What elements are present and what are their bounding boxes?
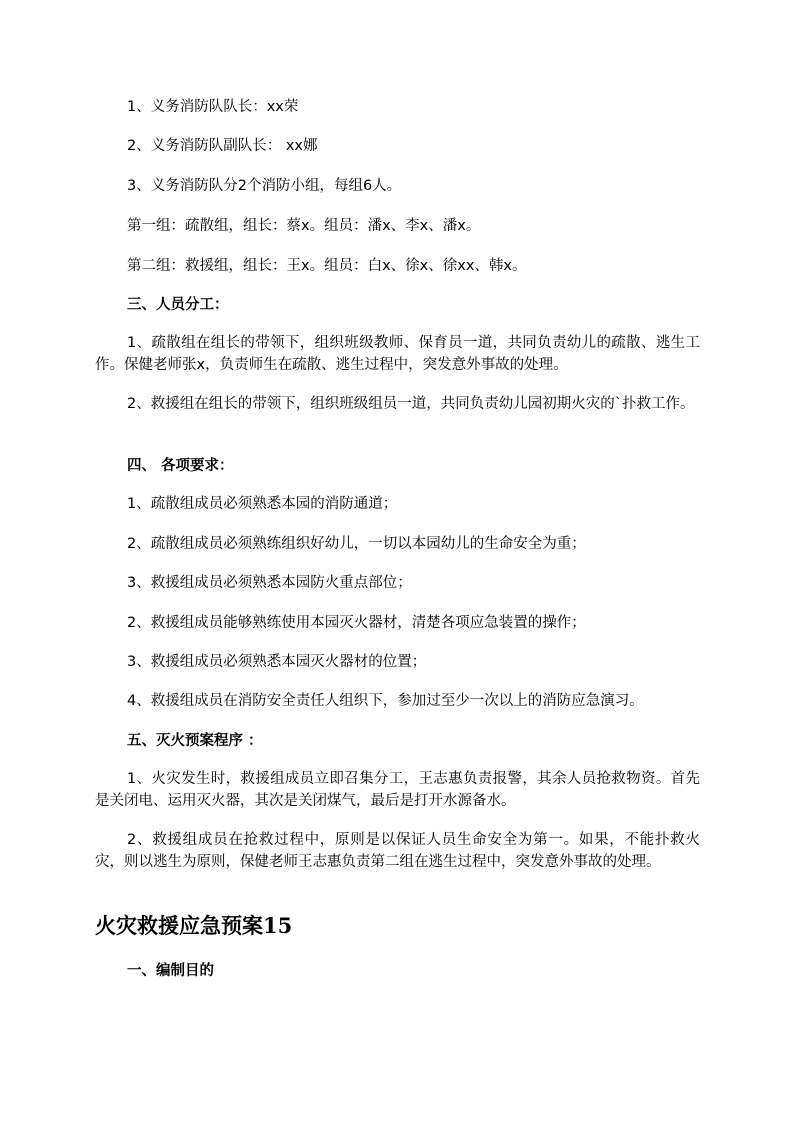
org-line-captain: 1、义务消防队队长：xx荣 — [127, 99, 299, 115]
section-heading-division: 三、人员分工： — [127, 297, 229, 313]
paragraph-fire-alarm: 1、火灾发生时，救援组成员立即召集分工，王志惠负责报警，其余人员抢救物资。首先是关闭电、运用灭火器，其次是关闭煤气，最后是打开水源备水。 — [95, 771, 700, 809]
requirement-item: 3、救援组成员必须熟悉本园防火重点部位； — [127, 575, 412, 591]
org-line-vice-captain: 2、义务消防队副队长： xx娜 — [127, 138, 318, 154]
requirement-item: 4、救援组成员在消防安全责任人组织下，参加过至少一次以上的消防应急演习。 — [127, 693, 644, 709]
paragraph-rescue-duty: 2、救援组在组长的带领下，组织班级组员一道，共同负责幼儿园初期火灾的`扑救工作。 — [127, 396, 695, 412]
org-line-group-one: 第一组：疏散组，组长：蔡x。组员：潘x、李x、潘x。 — [127, 218, 481, 234]
section-heading-requirements: 四、 各项要求： — [127, 458, 234, 474]
section-heading-purpose: 一、编制目的 — [127, 963, 214, 979]
org-line-groups: 3、义务消防队分2个消防小组，每组6人。 — [127, 178, 402, 194]
requirement-item: 2、疏散组成员必须熟练组织好幼儿，一切以本园幼儿的生命安全为重； — [127, 536, 586, 552]
paragraph-rescue-principle: 2、救援组成员在抢救过程中，原则是以保证人员生命安全为第一。如果，不能扑救火灾，则以逃生为原则，保健老师王志惠负责第二组在逃生过程中，突发意外事故的处理。 — [95, 832, 700, 870]
requirement-item: 1、疏散组成员必须熟悉本园的消防通道； — [127, 496, 398, 512]
section-heading-procedure: 五、灭火预案程序 ： — [127, 733, 263, 749]
org-line-group-two: 第二组：救援组，组长：王x。组员：白x、徐x、徐xx、韩x。 — [127, 258, 527, 274]
requirement-item: 2、救援组成员能够熟练使用本园灭火器材，清楚各项应急装置的操作； — [127, 615, 586, 631]
plan-title: 火灾救援应急预案15 — [95, 913, 293, 938]
requirement-item: 3、救援组成员必须熟悉本园灭火器材的位置； — [127, 654, 427, 670]
paragraph-evacuation-duty: 1、疏散组在组长的带领下，组织班级教师、保育员一道，共同负责幼儿的疏散、逃生工作。保健老师张x，负责师生在疏散、逃生过程中，突发意外事故的处理。 — [95, 335, 700, 373]
